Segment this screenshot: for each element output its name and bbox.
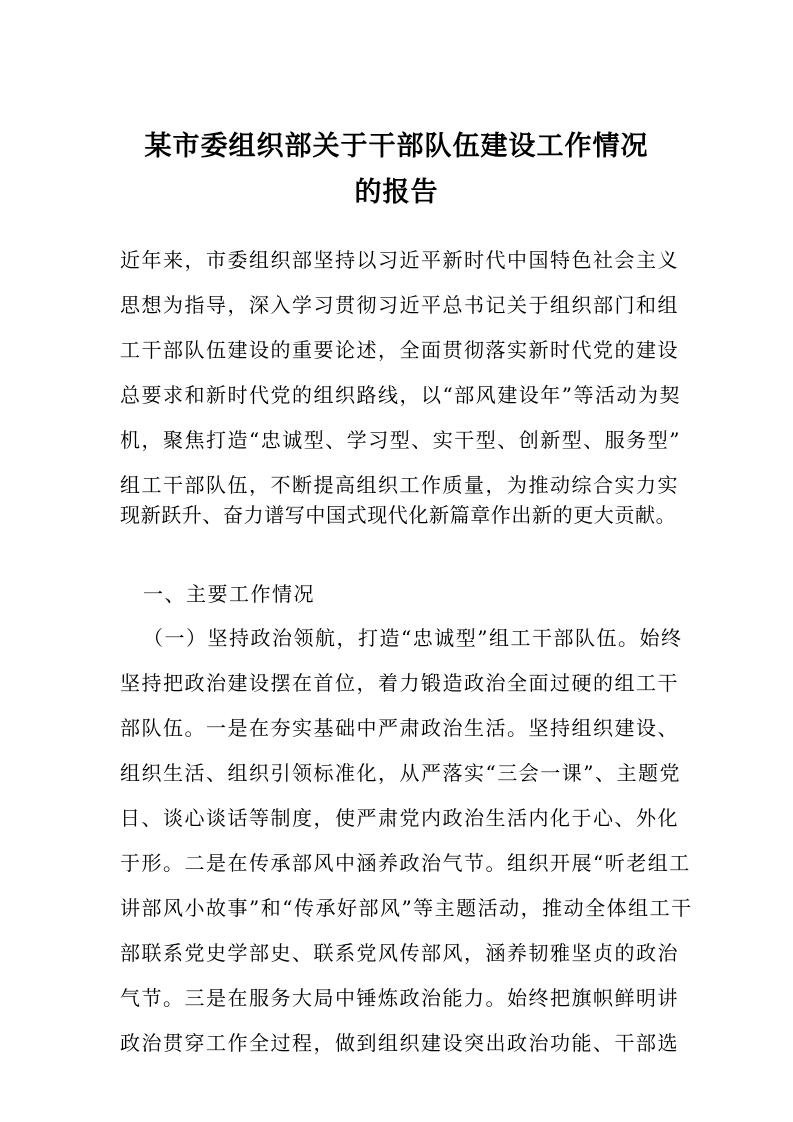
body-line: 组织生活、组织引领标准化，从严落实“三会一课”、主题党: [120, 761, 681, 785]
body-line: 于形。二是在传承部风中涵养政治气节。组织开展“听老组工: [120, 851, 691, 875]
body-line: 气节。三是在服务大局中锤炼政治能力。始终把旗帜鲜明讲: [120, 986, 679, 1010]
intro-line: 工干部队伍建设的重要论述，全面贯彻落实新时代党的建设: [120, 338, 679, 362]
intro-line: 现新跃升、奋力谱写中国式现代化新篇章作出新的更大贡献。: [120, 503, 677, 527]
intro-line: 近年来，市委组织部坚持以习近平新时代中国特色社会主义: [120, 248, 679, 272]
body-line: 政治贯穿工作全过程，做到组织建设突出政治功能、干部选: [120, 1031, 679, 1055]
body-line: 部联系党史学部史、联系党风传部风，涵养韧雅坚贞的政治: [120, 941, 679, 965]
intro-line: 总要求和新时代党的组织路线，以“部风建设年”等活动为契: [120, 383, 681, 407]
document-title-line1: 某市委组织部关于干部队伍建设工作情况: [144, 131, 649, 162]
intro-line: 组工干部队伍，不断提高组织工作质量，为推动综合实力实: [120, 473, 679, 497]
intro-line: 机，聚焦打造“忠诚型、学习型、实干型、创新型、服务型”: [120, 428, 681, 452]
document-title-line2: 的报告: [354, 177, 439, 208]
body-line: 部队伍。一是在夯实基础中严肃政治生活。坚持组织建设、: [120, 716, 679, 740]
body-line: 坚持把政治建设摆在首位，着力锻造政治全面过硬的组工干: [120, 671, 679, 695]
body-line: 日、谈心谈话等制度，使严肃党内政治生活内化于心、外化: [120, 806, 679, 830]
body-line: （一）坚持政治领航，打造“忠诚型”组工干部队伍。始终: [143, 626, 683, 650]
section-heading: 一、主要工作情况: [143, 582, 315, 606]
body-line: 讲部风小故事”和“传承好部风”等主题活动，推动全体组工干: [120, 896, 693, 920]
intro-line: 思想为指导，深入学习贯彻习近平总书记关于组织部门和组: [120, 293, 679, 317]
